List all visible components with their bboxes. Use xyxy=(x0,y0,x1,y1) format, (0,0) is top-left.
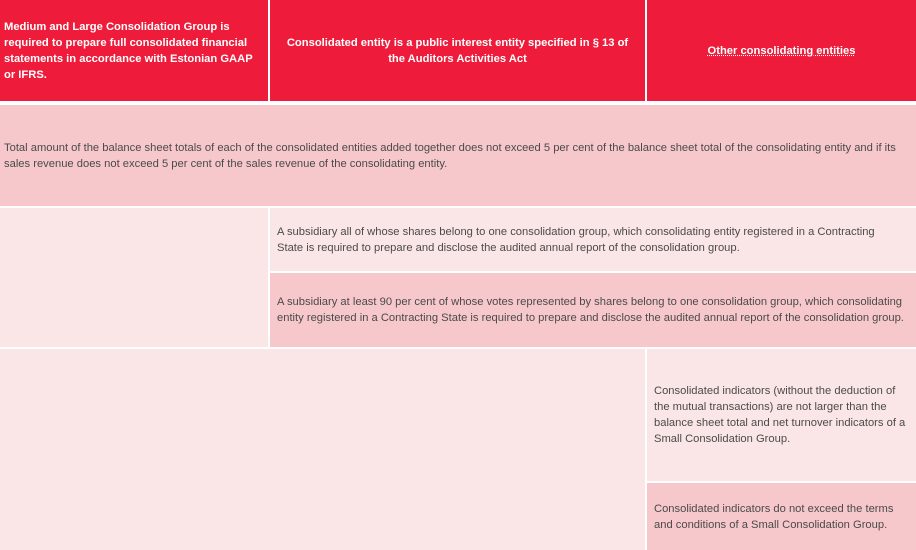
row-consolidated-indicators-small xyxy=(647,349,916,481)
consolidated-indicators-small-text: Consolidated indicators (without the deduction of the mutual transactions) are not larger than the balance sheet total and net turnover indicators of a Small Consolidation Group. xyxy=(654,385,906,445)
empty-cell-subsidiary-left xyxy=(0,208,268,347)
subsidiary-90-percent-text: A subsidiary at least 90 per cent of whose votes represented by shares belong to one consolidation group, which consolidating entity registered in a Contracting State is required to prepare and disclose the audited annual report of the consolidation group. xyxy=(277,296,904,324)
header-cell-other-consolidating-entities xyxy=(647,0,916,101)
balance-sheet-condition-text: Total amount of the balance sheet totals of each of the consolidated entities added together does not exceed 5 per cent of the balance sheet total of the consolidating entity and if its sales revenue does not exceed 5 per cent of the sales revenue of the consolidating entity. xyxy=(4,141,896,170)
consolidated-indicators-terms-text: Consolidated indicators do not exceed the terms and conditions of a Small Consolidation Group. xyxy=(654,502,894,531)
row-subsidiary-90-percent xyxy=(270,273,916,347)
header-other-consolidating-entities-text: Other consolidating entities xyxy=(707,44,856,57)
row-balance-sheet-condition xyxy=(0,105,916,206)
row-consolidated-indicators-terms xyxy=(647,483,916,550)
header-public-interest-entity-text: Consolidated entity is a public interest entity specified in § 13 of the Auditors Activities Act xyxy=(286,36,629,65)
row-subsidiary-all-shares xyxy=(270,208,916,271)
subsidiary-all-shares-text: A subsidiary all of whose shares belong to one consolidation group, which consolidating entity registered in a Contracting State is required to prepare and disclose the audited annual report of the consolidation group. xyxy=(277,225,875,254)
header-cell-public-interest-entity xyxy=(270,0,645,101)
header-cell-consolidation-group xyxy=(0,0,268,101)
header-consolidation-group-text: Medium and Large Consolidation Group is required to prepare full consolidated financial statements in accordance with Estonian GAAP or IFRS. xyxy=(4,20,253,81)
empty-cell-indicators-left xyxy=(0,349,645,550)
